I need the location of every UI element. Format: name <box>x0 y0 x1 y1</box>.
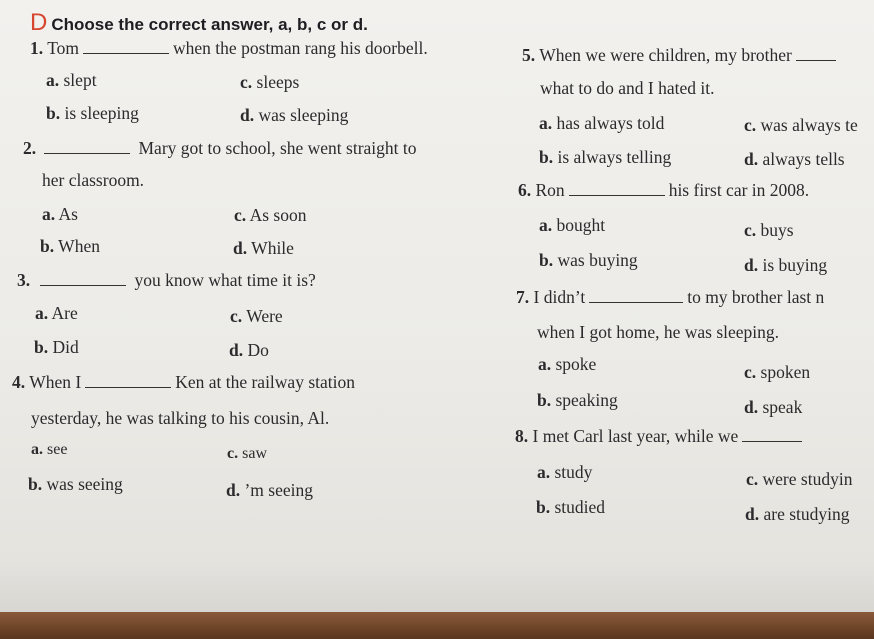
option-letter: d. <box>226 480 241 500</box>
option-letter: d. <box>745 504 760 524</box>
question-8 <box>515 426 806 446</box>
exercise-instruction: Choose the correct answer, a, b, c or d. <box>51 15 368 34</box>
option-5a[interactable] <box>539 113 664 133</box>
option-letter: b. <box>539 250 554 270</box>
question-number: 6. <box>518 180 532 200</box>
option-6c[interactable] <box>744 220 794 240</box>
option-3d[interactable] <box>229 340 269 360</box>
question-text: when the postman rang his doorbell. <box>173 38 428 58</box>
option-text: buys <box>760 220 794 240</box>
option-7c[interactable] <box>744 362 810 382</box>
question-4-line2: yesterday, he was talking to his cousin, Al. <box>31 408 330 428</box>
question-number: 1. <box>30 38 44 58</box>
answer-blank[interactable] <box>83 39 169 54</box>
option-text: slept <box>63 70 97 90</box>
option-2d[interactable] <box>233 238 294 258</box>
option-letter: c. <box>230 306 243 326</box>
question-text: to my brother last n <box>687 287 825 307</box>
option-text: ’m seeing <box>244 480 314 500</box>
option-text: study <box>554 462 593 482</box>
option-1d[interactable] <box>240 105 348 125</box>
option-letter: a. <box>31 441 43 458</box>
option-text: always tells <box>762 149 845 169</box>
option-letter: a. <box>42 204 56 224</box>
option-text: studied <box>554 497 606 517</box>
question-number: 5. <box>522 45 536 65</box>
option-1a[interactable] <box>46 70 97 90</box>
option-2a[interactable] <box>42 204 78 224</box>
question-7-line2: when I got home, he was sleeping. <box>537 322 780 342</box>
option-text: were studyin <box>762 469 853 489</box>
option-letter: c. <box>744 115 757 135</box>
question-2 <box>23 138 417 158</box>
option-1b[interactable] <box>46 103 139 123</box>
question-1 <box>30 38 428 58</box>
option-letter: a. <box>539 215 553 235</box>
question-text: I didn’t <box>533 287 586 307</box>
option-text: Were <box>246 306 283 326</box>
option-letter: b. <box>536 497 551 517</box>
question-5 <box>522 45 840 65</box>
option-letter: b. <box>539 147 554 167</box>
option-text: is buying <box>762 255 828 275</box>
option-text: spoke <box>555 354 597 374</box>
answer-blank[interactable] <box>40 271 126 286</box>
exercise-header <box>30 9 368 37</box>
question-text: his first car in 2008. <box>668 180 810 200</box>
question-text: you know what time it is? <box>134 270 316 290</box>
answer-blank[interactable] <box>589 288 683 303</box>
option-letter: b. <box>34 337 49 357</box>
option-4a[interactable] <box>31 440 67 460</box>
question-text: When we were children, my brother <box>539 45 792 65</box>
option-text: was buying <box>557 250 638 270</box>
option-text: sleeps <box>256 72 300 92</box>
option-3a[interactable] <box>35 303 78 323</box>
option-3c[interactable] <box>230 306 283 326</box>
option-text: are studying <box>763 504 850 524</box>
option-text: speaking <box>555 390 618 410</box>
option-text: see <box>47 441 68 458</box>
question-text: Tom <box>47 38 80 58</box>
option-text: As <box>58 204 78 224</box>
option-letter: b. <box>28 474 43 494</box>
answer-blank[interactable] <box>44 139 130 154</box>
option-text: is always telling <box>557 147 672 167</box>
question-text: Mary got to school, she went straight to <box>138 138 417 158</box>
option-letter: d. <box>229 340 244 360</box>
option-2c[interactable] <box>234 205 306 225</box>
answer-blank[interactable] <box>796 46 836 61</box>
option-text: Do <box>247 340 269 360</box>
option-letter: a. <box>46 70 60 90</box>
option-6d[interactable] <box>744 255 827 275</box>
option-text: Are <box>51 303 78 323</box>
option-text: saw <box>242 445 267 462</box>
option-4c[interactable] <box>227 444 267 464</box>
option-7d[interactable] <box>744 397 802 417</box>
answer-blank[interactable] <box>85 373 171 388</box>
option-text: is sleeping <box>64 103 139 123</box>
option-text: was seeing <box>46 474 123 494</box>
option-text: Did <box>52 337 79 357</box>
question-number: 8. <box>515 426 529 446</box>
option-5c[interactable] <box>744 115 858 135</box>
question-2-line2: her classroom. <box>42 170 145 190</box>
option-8b[interactable] <box>536 497 605 517</box>
option-7b[interactable] <box>537 390 618 410</box>
option-1c[interactable] <box>240 72 299 92</box>
option-letter: c. <box>234 205 247 225</box>
option-4d[interactable] <box>226 480 313 500</box>
option-letter: b. <box>46 103 61 123</box>
option-letter: c. <box>227 445 239 462</box>
question-number: 4. <box>12 372 26 392</box>
answer-blank[interactable] <box>742 427 802 442</box>
option-5b[interactable] <box>539 147 671 167</box>
question-text: Ron <box>535 180 565 200</box>
question-7 <box>516 287 824 307</box>
option-letter: d. <box>744 149 759 169</box>
question-text: Ken at the railway station <box>175 372 355 392</box>
exercise-letter: D <box>30 9 48 36</box>
option-letter: a. <box>537 462 551 482</box>
option-8d[interactable] <box>745 504 850 524</box>
option-text: When <box>58 236 100 256</box>
option-text: spoken <box>760 362 811 382</box>
option-text: As soon <box>249 205 307 225</box>
option-8c[interactable] <box>746 469 852 489</box>
option-text: speak <box>762 397 803 417</box>
question-6 <box>518 180 809 200</box>
option-8a[interactable] <box>537 462 592 482</box>
question-4 <box>12 372 355 392</box>
option-letter: d. <box>240 105 255 125</box>
question-number: 2. <box>23 138 37 158</box>
option-letter: b. <box>537 390 552 410</box>
option-3b[interactable] <box>34 337 79 357</box>
question-5-line2: what to do and I hated it. <box>540 78 715 98</box>
option-letter: c. <box>744 220 757 240</box>
option-letter: a. <box>35 303 49 323</box>
question-text: I met Carl last year, while we <box>532 426 739 446</box>
option-2b[interactable] <box>40 236 100 256</box>
option-letter: b. <box>40 236 55 256</box>
option-text: bought <box>556 215 606 235</box>
option-letter: c. <box>746 469 759 489</box>
option-4b[interactable] <box>28 474 123 494</box>
option-letter: d. <box>744 397 759 417</box>
option-letter: d. <box>233 238 248 258</box>
page-shadow <box>0 560 874 612</box>
option-6b[interactable] <box>539 250 638 270</box>
option-text: was sleeping <box>258 105 349 125</box>
question-number: 3. <box>17 270 31 290</box>
wooden-table-edge <box>0 612 874 639</box>
option-text: While <box>251 238 294 258</box>
answer-blank[interactable] <box>569 181 665 196</box>
option-letter: a. <box>539 113 553 133</box>
option-7a[interactable] <box>538 354 596 374</box>
question-text: When I <box>29 372 82 392</box>
option-letter: d. <box>744 255 759 275</box>
option-letter: c. <box>240 72 253 92</box>
question-3 <box>17 270 316 290</box>
option-6a[interactable] <box>539 215 605 235</box>
option-text: has always told <box>556 113 665 133</box>
option-text: was always te <box>760 115 858 135</box>
option-letter: a. <box>538 354 552 374</box>
option-letter: c. <box>744 362 757 382</box>
question-number: 7. <box>516 287 530 307</box>
option-5d[interactable] <box>744 149 845 169</box>
